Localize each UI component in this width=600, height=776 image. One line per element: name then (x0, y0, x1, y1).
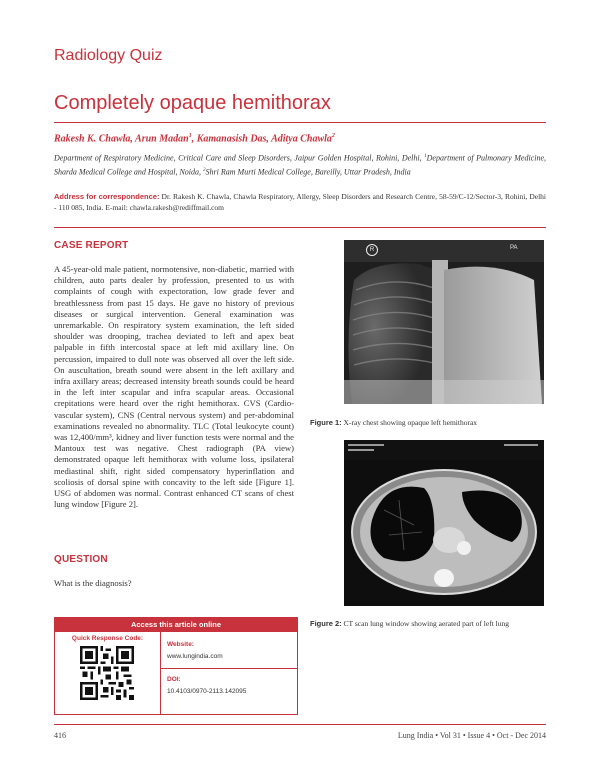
access-divider (160, 632, 161, 714)
affiliation-1: Department of Respiratory Medicine, Critical Care and Sleep Disorders, Jaipur Golden Hospital, Rohini, Delhi, (54, 153, 425, 163)
footer-divider (54, 724, 546, 725)
article-title: Completely opaque hemithorax (54, 92, 331, 114)
website-link[interactable]: www.lungindia.com (167, 653, 223, 660)
journal-info: Lung India • Vol 31 • Issue 4 • Oct - Dec 2014 (397, 731, 546, 740)
affiliation-2: Department of Pulmonary Medicine, Sharda Medical College and Hospital, Noida, (54, 153, 547, 177)
author-sup-1: 1 (188, 133, 192, 139)
access-online-box (54, 617, 298, 715)
access-row-divider (161, 668, 297, 669)
xray-r-marker: R (366, 244, 378, 256)
case-report-body: A 45-year-old male patient, normotensive, non-diabetic, married with children, auto parts dealer by profession, presented to us with complaints of cough with expectoration, low grade fever and breathlessness from past 15 days. He gave no history of previous diseases or surgical intervention. General examination was unremarkable. On respiratory system examination, the left sided shoulder was drooping, trachea deviated to left and apex beat palpable in fifth intercostal space at left mid axillary line. On percussion, impaired to dull note was observed all over the left side. On auscultation, breath sound were absent in the left axillary and infra axillary areas; decreased intensity breath sounds could be heard in the left inter scapular and infra scapular areas. Occasional crepitations were heard over the right hemithorax. CVS (Cardio-vascular system), CNS (Central nervous system) and per-abdominal examinations revealed no abnormality. TLC (Total leukocyte count) was 12,400/mm³, kidney and liver function tests were normal and the Mantoux test was negative. Chest radiograph (PA view) demonstrated opaque left hemithorax with volume loss, ipsilateral mediastinal shift, right sided compensatory hyperinflation and scoliosis of dorsal spine with concavity to the left side [Figure 1]. USG of abdomen was normal. Contrast enhanced CT scans of chest lung window [Figure 2]. (54, 264, 294, 510)
figure-2-caption (310, 619, 509, 628)
figure-1-text: X-ray chest showing opaque left hemithorax (341, 418, 478, 427)
doi-link[interactable]: 10.4103/0970-2113.142095 (167, 688, 247, 695)
qr-code-label: Quick Response Code: (71, 635, 144, 642)
case-report-heading: CASE REPORT (54, 240, 129, 251)
correspondence (54, 191, 546, 213)
correspondence-text: Dr. Rakesh K. Chawla, Chawla Respiratory, Allergy, Sleep Disorders and Research Centre, 58-59/C-12/Sector-3, Rohini, Delhi - 110 085, India. E-mail: chawla.rakesh@rediffmail.com (54, 192, 547, 212)
figure-2-text: CT scan lung window showing aerated part of left lung (341, 619, 509, 628)
authors-part-1: Rakesh K. Chawla, Arun Madan (54, 133, 189, 145)
question-heading: QUESTION (54, 554, 108, 565)
xray-pa-marker: PA (510, 245, 518, 251)
doi-label: DOI: (167, 676, 181, 683)
figure-1-xray-image (344, 240, 544, 404)
author-sup-2: 2 (331, 133, 335, 139)
authors-part-2: , Kamanasish Das, Aditya Chawla (191, 133, 332, 145)
question-body: What is the diagnosis? (54, 578, 132, 588)
section-label: Radiology Quiz (54, 47, 163, 64)
affiliation-sup-1: 1 (424, 154, 427, 159)
page-number: 416 (54, 731, 66, 740)
affiliations (54, 151, 546, 178)
figure-1-label: Figure 1: (310, 418, 342, 427)
correspondence-label: Address for correspondence: (54, 192, 160, 201)
correspondence-divider (54, 227, 546, 228)
figure-2-label: Figure 2: (310, 619, 342, 628)
website-label: Website: (167, 641, 194, 648)
title-divider (54, 122, 546, 123)
qr-code-icon[interactable] (80, 646, 134, 700)
access-heading: Access this article online (55, 618, 297, 632)
figure-2-ct-image (344, 440, 544, 606)
author-list (54, 133, 335, 144)
affiliation-sup-2: 2 (203, 167, 206, 173)
affiliation-3: Shri Ram Murti Medical College, Bareilly, Uttar Pradesh, India (205, 167, 411, 177)
figure-1-caption (310, 418, 477, 427)
